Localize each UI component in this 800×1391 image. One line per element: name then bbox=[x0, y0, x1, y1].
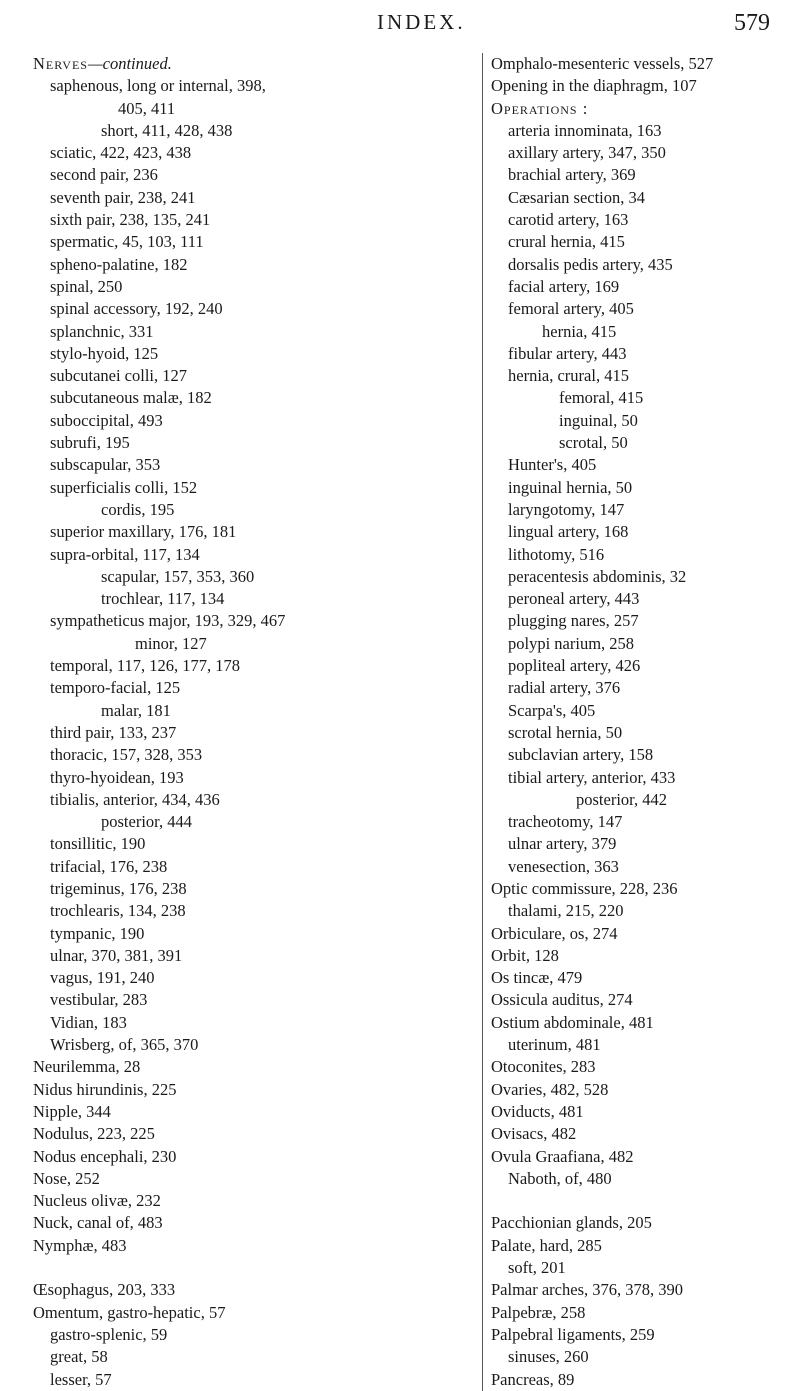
index-entry bbox=[491, 1279, 796, 1301]
index-entry bbox=[33, 1146, 473, 1168]
entry-text: Orbiculare, os, 274 bbox=[491, 923, 618, 943]
entry-text: minor, 127 bbox=[135, 633, 207, 653]
index-subentry bbox=[491, 432, 796, 454]
index-subentry bbox=[33, 878, 473, 900]
entry-text: Opening in the diaphragm, 107 bbox=[491, 76, 697, 96]
entry-text: spermatic, 45, 103, 111 bbox=[50, 232, 204, 252]
index-entry bbox=[491, 945, 796, 967]
index-subentry bbox=[491, 610, 796, 632]
index-entry bbox=[491, 967, 796, 989]
index-subentry bbox=[491, 566, 796, 588]
entry-text: laryngotomy, 147 bbox=[508, 499, 625, 519]
index-entry bbox=[491, 1212, 796, 1234]
entry-text: Nuck, canal of, 483 bbox=[33, 1213, 163, 1233]
index-subentry bbox=[33, 209, 473, 231]
entry-text: arteria innominata, 163 bbox=[508, 120, 662, 140]
entry-text: thalami, 215, 220 bbox=[508, 901, 624, 921]
entry-text: Cæsarian section, 34 bbox=[508, 187, 646, 207]
entry-text: cordis, 195 bbox=[101, 499, 175, 519]
entry-text: trigeminus, 176, 238 bbox=[50, 878, 187, 898]
index-entry bbox=[33, 1056, 473, 1078]
entry-text: seventh pair, 238, 241 bbox=[50, 187, 196, 207]
index-subentry bbox=[33, 142, 473, 164]
index-entry bbox=[33, 1079, 473, 1101]
index-subentry bbox=[33, 700, 473, 722]
index-entry bbox=[491, 98, 796, 120]
index-subentry bbox=[491, 254, 796, 276]
index-entry bbox=[491, 1123, 796, 1145]
index-subentry bbox=[33, 566, 473, 588]
index-entry bbox=[33, 1212, 473, 1234]
index-subentry bbox=[33, 365, 473, 387]
entry-text: Oviducts, 481 bbox=[491, 1101, 584, 1121]
entry-text: Vidian, 183 bbox=[50, 1012, 127, 1032]
index-subentry bbox=[33, 544, 473, 566]
entry-text: femoral artery, 405 bbox=[508, 299, 634, 319]
entry-text: Palmar arches, 376, 378, 390 bbox=[491, 1280, 683, 1300]
index-subentry bbox=[491, 477, 796, 499]
index-entry bbox=[491, 923, 796, 945]
index-subentry bbox=[33, 477, 473, 499]
index-subentry bbox=[491, 833, 796, 855]
entry-text: Palate, hard, 285 bbox=[491, 1235, 602, 1255]
entry-text: temporal, 117, 126, 177, 178 bbox=[50, 656, 241, 676]
index-subentry bbox=[33, 521, 473, 543]
index-subentry bbox=[33, 744, 473, 766]
index-subentry bbox=[33, 900, 473, 922]
index-subentry bbox=[33, 833, 473, 855]
index-subentry bbox=[33, 767, 473, 789]
index-subentry bbox=[491, 276, 796, 298]
entry-text: subrufi, 195 bbox=[50, 433, 130, 453]
entry-text: tracheotomy, 147 bbox=[508, 812, 623, 832]
entry-text: lithotomy, 516 bbox=[508, 544, 605, 564]
index-subentry bbox=[33, 98, 473, 120]
index-column-right bbox=[482, 53, 796, 1391]
entry-text: dorsalis pedis artery, 435 bbox=[508, 254, 673, 274]
entry-text: posterior, 444 bbox=[101, 812, 192, 832]
index-subentry bbox=[491, 521, 796, 543]
index-entry bbox=[491, 1101, 796, 1123]
entry-text: facial artery, 169 bbox=[508, 276, 620, 296]
entry-text: trochlear, 117, 134 bbox=[101, 589, 225, 609]
index-subentry bbox=[491, 187, 796, 209]
entry-text: Ovisacs, 482 bbox=[491, 1124, 577, 1144]
entry-text: tympanic, 190 bbox=[50, 923, 145, 943]
entry-text: subscapular, 353 bbox=[50, 455, 161, 475]
entry-text: vestibular, 283 bbox=[50, 990, 148, 1010]
entry-text: inguinal, 50 bbox=[559, 410, 638, 430]
entry-text: temporo-facial, 125 bbox=[50, 678, 181, 698]
entry-text: Ossicula auditus, 274 bbox=[491, 990, 633, 1010]
entry-text: uterinum, 481 bbox=[508, 1035, 601, 1055]
index-subentry bbox=[491, 655, 796, 677]
entry-text: polypi narium, 258 bbox=[508, 633, 635, 653]
entry-text: tibial artery, anterior, 433 bbox=[508, 767, 676, 787]
index-subentry bbox=[491, 365, 796, 387]
entry-text: Palpebral ligaments, 259 bbox=[491, 1324, 655, 1344]
entry-text: Nidus hirundinis, 225 bbox=[33, 1079, 177, 1099]
index-subentry bbox=[33, 789, 473, 811]
index-subentry bbox=[33, 967, 473, 989]
index-subentry bbox=[491, 588, 796, 610]
entry-text: popliteal artery, 426 bbox=[508, 656, 641, 676]
entry-text: third pair, 133, 237 bbox=[50, 722, 177, 742]
entry-text: thoracic, 157, 328, 353 bbox=[50, 745, 203, 765]
index-subentry bbox=[491, 321, 796, 343]
entry-text: trifacial, 176, 238 bbox=[50, 856, 168, 876]
index-entry bbox=[33, 53, 473, 75]
entry-text: fibular artery, 443 bbox=[508, 343, 627, 363]
index-subentry bbox=[33, 276, 473, 298]
entry-text: lingual artery, 168 bbox=[508, 522, 629, 542]
index-subentry bbox=[33, 1324, 473, 1346]
index-subentry bbox=[491, 387, 796, 409]
index-subentry bbox=[33, 454, 473, 476]
index-subentry bbox=[491, 1168, 796, 1190]
entry-text: scrotal hernia, 50 bbox=[508, 722, 623, 742]
index-subentry bbox=[491, 1346, 796, 1368]
index-subentry bbox=[33, 499, 473, 521]
index-subentry bbox=[491, 343, 796, 365]
index-subentry bbox=[491, 633, 796, 655]
entry-text: spheno-palatine, 182 bbox=[50, 254, 188, 274]
entry-text: plugging nares, 257 bbox=[508, 611, 639, 631]
index-subentry bbox=[33, 432, 473, 454]
index-subentry bbox=[491, 744, 796, 766]
index-subentry bbox=[33, 410, 473, 432]
index-subentry bbox=[491, 1034, 796, 1056]
index-subentry bbox=[491, 410, 796, 432]
index-subentry bbox=[491, 900, 796, 922]
index-entry bbox=[491, 1235, 796, 1257]
entry-text: Orbit, 128 bbox=[491, 945, 559, 965]
index-subentry bbox=[33, 856, 473, 878]
index-subentry bbox=[491, 700, 796, 722]
entry-text: Neurilemma, 28 bbox=[33, 1057, 141, 1077]
index-entry bbox=[33, 1279, 473, 1301]
entry-text: spinal, 250 bbox=[50, 276, 123, 296]
entry-text: soft, 201 bbox=[508, 1258, 566, 1278]
entry-text: posterior, 442 bbox=[576, 789, 667, 809]
entry-text: tonsillitic, 190 bbox=[50, 834, 146, 854]
index-subentry bbox=[491, 120, 796, 142]
index-subentry bbox=[491, 231, 796, 253]
entry-text: Nucleus olivæ, 232 bbox=[33, 1191, 161, 1211]
index-entry bbox=[491, 878, 796, 900]
page-number: 579 bbox=[734, 10, 770, 36]
index-subentry bbox=[33, 254, 473, 276]
index-subentry bbox=[491, 677, 796, 699]
entry-text: sinuses, 260 bbox=[508, 1347, 589, 1367]
index-entry bbox=[33, 1123, 473, 1145]
index-subentry bbox=[33, 1012, 473, 1034]
entry-text: hernia, crural, 415 bbox=[508, 366, 629, 386]
page-title: INDEX. bbox=[377, 10, 466, 34]
index-subentry bbox=[33, 1034, 473, 1056]
entry-text: peracentesis abdominis, 32 bbox=[508, 566, 687, 586]
entry-text: superior maxillary, 176, 181 bbox=[50, 522, 237, 542]
index-subentry bbox=[491, 722, 796, 744]
index-subentry bbox=[33, 945, 473, 967]
entry-text: sciatic, 422, 423, 438 bbox=[50, 143, 192, 163]
entry-text: Scarpa's, 405 bbox=[508, 700, 596, 720]
entry-text: second pair, 236 bbox=[50, 165, 158, 185]
index-subentry bbox=[33, 610, 473, 632]
entry-text: ulnar, 370, 381, 391 bbox=[50, 945, 183, 965]
entry-text: Omphalo-mesenteric vessels, 527 bbox=[491, 54, 714, 73]
index-subentry bbox=[491, 454, 796, 476]
entry-text: sixth pair, 238, 135, 241 bbox=[50, 210, 211, 230]
entry-text: hernia, 415 bbox=[542, 321, 617, 341]
entry-text: short, 411, 428, 438 bbox=[101, 120, 233, 140]
index-subentry bbox=[491, 164, 796, 186]
index-subentry bbox=[33, 1346, 473, 1368]
entry-text: great, 58 bbox=[50, 1347, 108, 1367]
entry-text: Ostium abdominale, 481 bbox=[491, 1012, 654, 1032]
entry-text: peroneal artery, 443 bbox=[508, 589, 640, 609]
entry-text: spinal accessory, 192, 240 bbox=[50, 299, 223, 319]
entry-text: Pacchionian glands, 205 bbox=[491, 1213, 652, 1233]
entry-text: saphenous, long or internal, 398, bbox=[50, 76, 266, 96]
entry-text: Os tincæ, 479 bbox=[491, 968, 583, 988]
index-subentry bbox=[33, 387, 473, 409]
entry-text: Ovula Graafiana, 482 bbox=[491, 1146, 634, 1166]
index-entry bbox=[491, 1056, 796, 1078]
entry-text: trochlearis, 134, 238 bbox=[50, 901, 186, 921]
index-subentry bbox=[33, 187, 473, 209]
entry-text: splanchnic, 331 bbox=[50, 321, 154, 341]
index-entry bbox=[491, 1302, 796, 1324]
entry-text: crural hernia, 415 bbox=[508, 232, 625, 252]
entry-text: Operations : bbox=[491, 98, 589, 118]
entry-text: Naboth, of, 480 bbox=[508, 1168, 612, 1188]
index-subentry bbox=[33, 231, 473, 253]
entry-text: Optic commissure, 228, 236 bbox=[491, 878, 678, 898]
entry-text: scrotal, 50 bbox=[559, 433, 628, 453]
index-subentry bbox=[33, 321, 473, 343]
index-subentry bbox=[33, 677, 473, 699]
index-subentry bbox=[491, 142, 796, 164]
index-subentry bbox=[491, 544, 796, 566]
entry-text: femoral, 415 bbox=[559, 388, 644, 408]
index-entry bbox=[33, 1168, 473, 1190]
entry-text: sympatheticus major, 193, 329, 467 bbox=[50, 611, 286, 631]
entry-text: stylo-hyoid, 125 bbox=[50, 343, 159, 363]
entry-text: 405, 411 bbox=[118, 98, 176, 118]
entry-text: malar, 181 bbox=[101, 700, 171, 720]
index-subentry bbox=[33, 811, 473, 833]
index-entry bbox=[491, 1012, 796, 1034]
index-subentry bbox=[491, 1257, 796, 1279]
index-subentry bbox=[33, 298, 473, 320]
index-entry bbox=[491, 1324, 796, 1346]
entry-text: Wrisberg, of, 365, 370 bbox=[50, 1035, 199, 1055]
entry-text: brachial artery, 369 bbox=[508, 165, 636, 185]
entry-text: subcutanei colli, 127 bbox=[50, 366, 188, 386]
entry-text: tibialis, anterior, 434, 436 bbox=[50, 789, 220, 809]
index-subentry bbox=[33, 989, 473, 1011]
entry-text: lesser, 57 bbox=[50, 1369, 112, 1389]
entry-text: Œsophagus, 203, 333 bbox=[33, 1280, 176, 1300]
index-subentry bbox=[33, 588, 473, 610]
index-subentry bbox=[491, 298, 796, 320]
entry-text: radial artery, 376 bbox=[508, 678, 621, 698]
index-entry bbox=[491, 1146, 796, 1168]
entry-text: Nerves bbox=[33, 54, 88, 73]
entry-text: gastro-splenic, 59 bbox=[50, 1324, 168, 1344]
entry-text: vagus, 191, 240 bbox=[50, 968, 155, 988]
index-subentry bbox=[33, 164, 473, 186]
entry-text: subcutaneous malæ, 182 bbox=[50, 388, 212, 408]
entry-text: supra-orbital, 117, 134 bbox=[50, 544, 200, 564]
index-subentry bbox=[33, 722, 473, 744]
entry-text: subclavian artery, 158 bbox=[508, 745, 654, 765]
continued-label: —continued. bbox=[87, 54, 172, 73]
entry-text: Nodulus, 223, 225 bbox=[33, 1124, 155, 1144]
section-gap bbox=[491, 1190, 796, 1212]
index-subentry bbox=[33, 120, 473, 142]
entry-text: inguinal hernia, 50 bbox=[508, 477, 633, 497]
index-subentry bbox=[491, 499, 796, 521]
section-gap bbox=[33, 1257, 473, 1279]
entry-text: ulnar artery, 379 bbox=[508, 834, 617, 854]
index-subentry bbox=[33, 923, 473, 945]
index-subentry bbox=[491, 856, 796, 878]
entry-text: Nodus encephali, 230 bbox=[33, 1146, 177, 1166]
index-subentry bbox=[491, 767, 796, 789]
index-subentry bbox=[491, 811, 796, 833]
entry-text: Pancreas, 89 bbox=[491, 1369, 575, 1389]
index-column-left bbox=[33, 53, 473, 1391]
index-subentry bbox=[33, 1369, 473, 1391]
entry-text: Otoconites, 283 bbox=[491, 1057, 596, 1077]
entry-text: carotid artery, 163 bbox=[508, 210, 629, 230]
entry-text: thyro-hyoidean, 193 bbox=[50, 767, 184, 787]
index-subentry bbox=[491, 209, 796, 231]
index-entry bbox=[491, 989, 796, 1011]
page-header bbox=[0, 10, 800, 40]
entry-text: Hunter's, 405 bbox=[508, 455, 597, 475]
index-entry bbox=[33, 1101, 473, 1123]
entry-text: suboccipital, 493 bbox=[50, 410, 163, 430]
entry-text: venesection, 363 bbox=[508, 856, 619, 876]
index-subentry bbox=[33, 75, 473, 97]
index-entry bbox=[491, 1079, 796, 1101]
entry-text: Nipple, 344 bbox=[33, 1101, 111, 1121]
entry-text: Nose, 252 bbox=[33, 1168, 100, 1188]
entry-text: Ovaries, 482, 528 bbox=[491, 1079, 609, 1099]
index-subentry bbox=[491, 789, 796, 811]
index-entry bbox=[33, 1235, 473, 1257]
entry-text: Nymphæ, 483 bbox=[33, 1235, 127, 1255]
index-subentry bbox=[33, 633, 473, 655]
index-entry bbox=[491, 75, 796, 97]
index-entry bbox=[491, 53, 796, 75]
entry-text: axillary artery, 347, 350 bbox=[508, 143, 666, 163]
entry-text: Omentum, gastro-hepatic, 57 bbox=[33, 1302, 226, 1322]
entry-text: superficialis colli, 152 bbox=[50, 477, 198, 497]
index-subentry bbox=[33, 343, 473, 365]
entry-text: scapular, 157, 353, 360 bbox=[101, 566, 255, 586]
index-entry bbox=[33, 1302, 473, 1324]
index-subentry bbox=[33, 655, 473, 677]
index-entry bbox=[33, 1190, 473, 1212]
index-entry bbox=[491, 1369, 796, 1391]
entry-text: Palpebræ, 258 bbox=[491, 1302, 586, 1322]
